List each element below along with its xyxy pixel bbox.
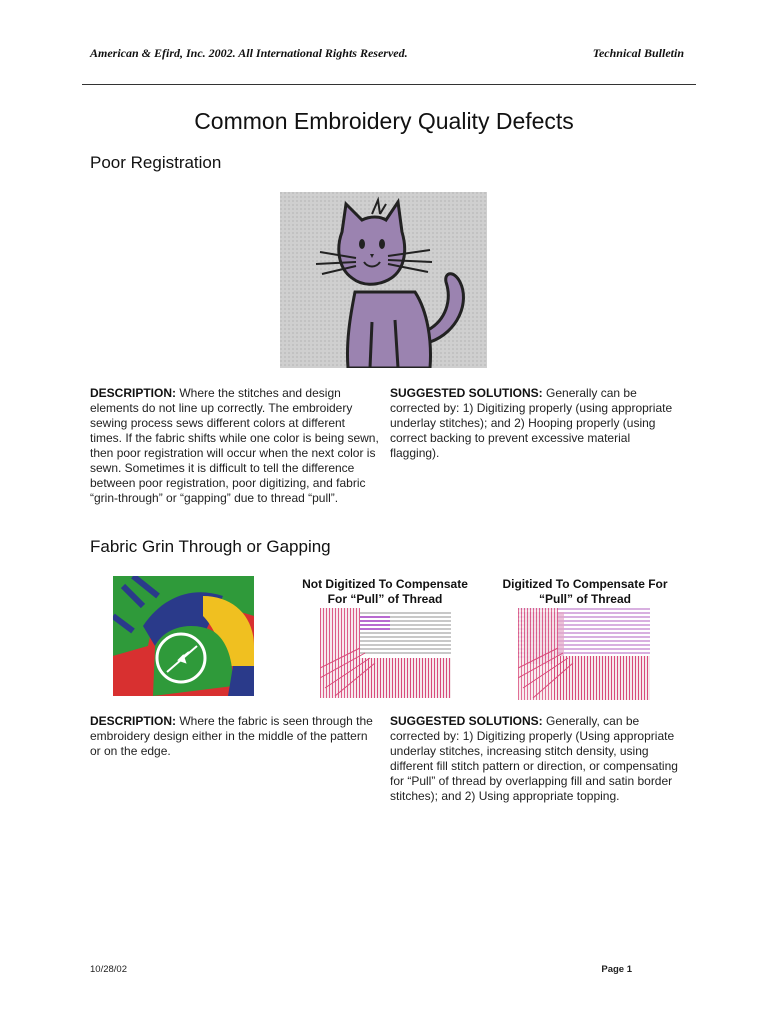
cat-embroidery-image [280,192,487,368]
section1-description-text: Where the stitches and design elements do not line up correctly. The embroidery sewing process sews different colors at different times. If the fabric shifts while one color is being sewn, then poor registration will occur when the next color is sewn. Sometimes it is difficult to tell the difference between poor registration, poor digitizing, and fabric “grin-through” or “gapping” due to thread “pull”. [90,386,379,505]
caption-not-digitized-line2: For “Pull” of Thread [327,592,443,606]
section2-description-text: Where the fabric is seen through the embroidery design either in the middle of the pattern or on the edge. [90,714,373,758]
grin-through-image [113,576,254,696]
caption-digitized [490,577,680,607]
not-digitized-stitch-image [320,608,451,698]
page-title: Common Embroidery Quality Defects [194,108,574,134]
header-rule [82,84,696,85]
section1-solutions [390,386,680,461]
section-heading-grin-through: Fabric Grin Through or Gapping [90,537,331,556]
digitized-stitch-image [518,608,650,700]
caption-not-digitized-line1: Not Digitized To Compensate [302,577,468,591]
section1-solutions-label: SUGGESTED SOLUTIONS: [390,386,543,400]
header-copyright: American & Efird, Inc. 2002. All International Rights Reserved. [90,46,408,60]
footer-date: 10/28/02 [90,964,127,975]
header-bulletin: Technical Bulletin [592,46,684,60]
caption-not-digitized [290,577,480,607]
footer-page-number: Page 1 [601,964,632,975]
caption-digitized-line2: “Pull” of Thread [538,592,631,606]
section2-solutions-label: SUGGESTED SOLUTIONS: [390,714,543,728]
section2-solutions [390,714,682,804]
section1-solutions-text: Generally can be corrected by: 1) Digitizing properly (using appropriate underlay stitches); and 2) Hooping properly (using correct backing to prevent excessive material flagging). [390,386,673,460]
section2-solutions-text: Generally, can be corrected by: 1) Digitizing properly (Using appropriate underlay stitches, increasing stitch density, using different fill stitch pattern or direction, or compensating for “Pull” of thread by overlapping fill and satin border stitches); and 2) Using appropriate topping. [390,714,678,803]
section2-description-label: DESCRIPTION: [90,714,177,728]
section2-description [90,714,375,759]
section-heading-poor-registration: Poor Registration [90,153,222,172]
caption-digitized-line1: Digitized To Compensate For [502,577,668,591]
section1-description [90,386,380,506]
section1-description-label: DESCRIPTION: [90,386,177,400]
